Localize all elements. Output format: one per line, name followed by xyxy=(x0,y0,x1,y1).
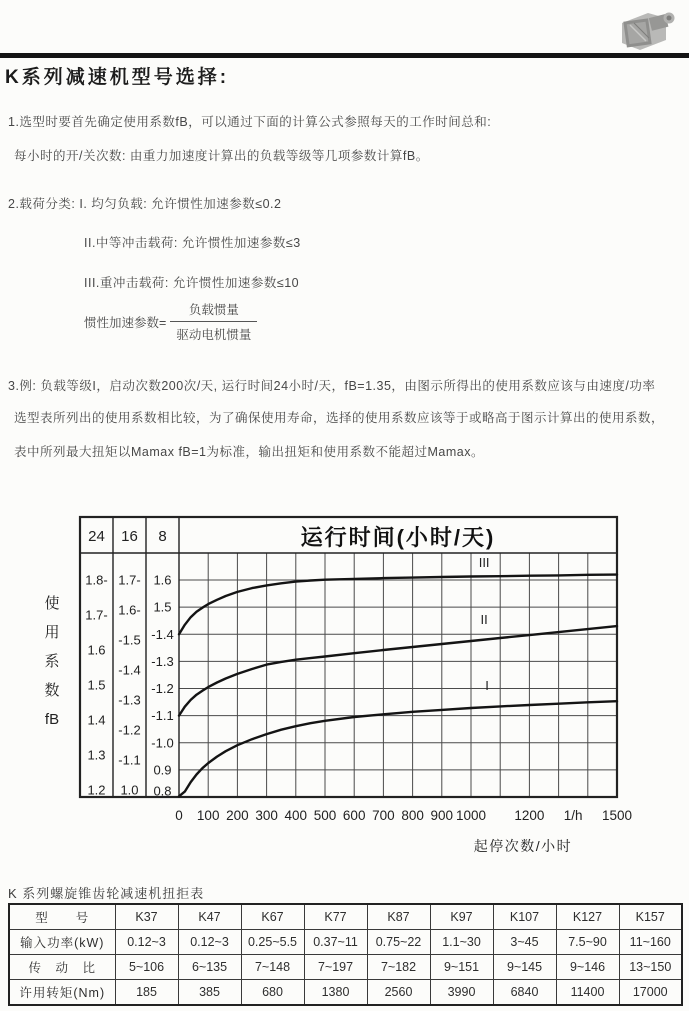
x-tick-label: 1200 xyxy=(514,808,545,823)
table-cell: 1.1~30 xyxy=(430,930,493,955)
table-header-cell: K107 xyxy=(493,904,556,930)
table-cell: 7~148 xyxy=(241,955,304,980)
y-scale-label: -1.2 xyxy=(118,722,141,738)
formula-label: 惯性加速参数= xyxy=(84,315,167,330)
curve-III xyxy=(179,575,617,635)
y-scale-label: 1.0 xyxy=(120,782,139,798)
torque-table xyxy=(8,903,683,1006)
table-cell: 7~197 xyxy=(304,955,367,980)
table-cell: 传 动 比 xyxy=(9,955,115,980)
formula-numerator: 负载惯量 xyxy=(188,303,239,317)
table-cell: 9~145 xyxy=(493,955,556,980)
y-scale-label: 1.3 xyxy=(87,747,106,763)
hours-column-header: 8 xyxy=(158,528,167,545)
y-scale-label: 1.5 xyxy=(87,677,106,693)
para-step1-line1: 1.选型时要首先确定使用系数fB，可以通过下面的计算公式参照每天的工作时间总和: xyxy=(8,115,492,129)
inertia-formula xyxy=(84,300,257,343)
page-title: K系列减速机型号选择: xyxy=(5,67,230,88)
y-scale-label: -1.4 xyxy=(151,626,174,642)
table-header-cell: K47 xyxy=(178,904,241,930)
para-step1-line2: 每小时的开/关次数: 由重力加速度计算出的负载等级等几项参数计算fB。 xyxy=(14,149,429,163)
y-axis-label-char: 系 xyxy=(44,653,60,670)
y-scale-label: 1.6 xyxy=(153,572,172,588)
table-cell: 185 xyxy=(115,980,178,1006)
x-tick-label: 100 xyxy=(196,808,220,823)
table-cell: 11400 xyxy=(556,980,619,1006)
x-tick-label: 700 xyxy=(372,808,395,823)
hours-column-header: 16 xyxy=(121,528,138,545)
table-cell: 11~160 xyxy=(619,930,682,955)
y-scale-label: -1.1 xyxy=(118,752,141,768)
table-cell: 0.75~22 xyxy=(367,930,430,955)
x-tick-label: 1500 xyxy=(601,808,633,823)
chart-frame xyxy=(80,517,617,797)
y-scale-label: 1.7- xyxy=(85,607,108,623)
table-header-cell: K87 xyxy=(367,904,430,930)
y-scale-label: 1.8- xyxy=(85,572,108,588)
x-tick-label: 600 xyxy=(342,808,366,823)
y-scale-label: -1.0 xyxy=(151,735,174,751)
table-cell: 5~106 xyxy=(115,955,178,980)
x-tick-label: 800 xyxy=(401,808,424,823)
y-scale-label: -1.2 xyxy=(151,681,174,696)
table-cell: 7.5~90 xyxy=(556,930,619,955)
table-cell: 2560 xyxy=(367,980,430,1006)
y-scale-label: 0.8 xyxy=(153,783,172,799)
table-cell: 7~182 xyxy=(367,955,430,980)
torque-table-title: K 系列螺旋锥齿轮减速机扭拒表 xyxy=(8,886,205,901)
para-example-line3: 表中所列最大扭矩以Mamax fB=1为标准，输出扭矩和使用系数不能超过Mamax。 xyxy=(14,445,484,459)
para-load-class-3: III.重冲击载荷: 允许惯性加速参数≤10 xyxy=(84,276,300,290)
x-tick-label: 200 xyxy=(226,808,249,823)
hours-column-header: 24 xyxy=(88,528,105,545)
x-tick-label: 1/h xyxy=(563,808,583,823)
table-header-cell: K67 xyxy=(241,904,304,930)
table-cell: 3990 xyxy=(430,980,493,1006)
table-cell: 385 xyxy=(178,980,241,1006)
y-axis-label-char: fB xyxy=(44,711,60,728)
para-load-class-1: 2.载荷分类: I. 均匀负载: 允许惯性加速参数≤0.2 xyxy=(8,197,282,211)
x-tick-label: 0 xyxy=(175,808,183,823)
table-cell: 0.25~5.5 xyxy=(241,930,304,955)
table-cell: 680 xyxy=(241,980,304,1006)
x-tick-label: 400 xyxy=(284,808,308,823)
table-cell: 6~135 xyxy=(178,955,241,980)
y-scale-label: 1.6- xyxy=(118,602,141,618)
table-header-cell: K157 xyxy=(619,904,682,930)
table-header-row xyxy=(9,904,682,930)
x-axis-caption: 起停次数/小时 xyxy=(473,838,573,854)
y-scale-label: 1.4 xyxy=(87,712,106,728)
y-scale-label: 1.7- xyxy=(118,572,141,588)
table-header-cell: K37 xyxy=(115,904,178,930)
y-scale-label: 1.6 xyxy=(87,642,106,658)
y-scale-label: 1.5 xyxy=(153,599,172,615)
x-tick-label: 300 xyxy=(255,808,278,823)
table-row xyxy=(9,980,682,1006)
gear-reducer-image xyxy=(622,13,675,51)
table-cell: 3~45 xyxy=(493,930,556,955)
curve-I xyxy=(179,701,617,796)
table-cell: 13~150 xyxy=(619,955,682,980)
top-rule xyxy=(0,53,689,58)
y-scale-label: 1.2 xyxy=(87,782,106,798)
para-example-line2: 选型表所列出的使用系数相比较，为了确保使用寿命，选择的使用系数应该等于或略高于图示计算出的使用系数， xyxy=(14,411,665,425)
table-header-cell: K127 xyxy=(556,904,619,930)
table-row xyxy=(9,930,682,955)
formula-denominator: 驱动电机惯量 xyxy=(170,321,257,343)
chart-title: 运行时间(小时/天) xyxy=(300,525,496,550)
para-load-class-2: II.中等冲击载荷: 允许惯性加速参数≤3 xyxy=(84,236,301,250)
table-header-cell: K77 xyxy=(304,904,367,930)
curve-II xyxy=(179,626,617,716)
y-axis-label-char: 使 xyxy=(44,595,60,612)
table-cell: 9~151 xyxy=(430,955,493,980)
y-scale-label: -1.1 xyxy=(151,708,174,724)
x-tick-label: 900 xyxy=(430,808,454,823)
curve-label-III: III xyxy=(478,554,490,570)
y-scale-label: -1.4 xyxy=(118,662,141,678)
x-tick-label: 500 xyxy=(313,808,337,823)
table-cell: 6840 xyxy=(493,980,556,1006)
y-axis-label-char: 用 xyxy=(44,624,60,641)
table-cell: 许用转矩(Nm) xyxy=(9,980,115,1006)
table-cell: 1380 xyxy=(304,980,367,1006)
curve-label-II: II xyxy=(480,611,488,627)
table-header-cell: 型 号 xyxy=(9,904,115,930)
table-cell: 17000 xyxy=(619,980,682,1006)
curve-label-I: I xyxy=(485,677,489,693)
table-cell: 9~146 xyxy=(556,955,619,980)
table-row xyxy=(9,955,682,980)
y-scale-label: -1.5 xyxy=(118,632,141,648)
y-scale-label: -1.3 xyxy=(118,692,141,708)
y-scale-label: 0.9 xyxy=(153,762,172,778)
table-cell: 0.12~3 xyxy=(115,930,178,955)
formula-fraction xyxy=(170,300,257,343)
table-cell: 0.12~3 xyxy=(178,930,241,955)
para-example-line1: 3.例: 负载等级I，启动次数200次/天, 运行时间24小时/天，fB=1.35，由图示所得出的使用系数应该与由速度/功率 xyxy=(8,379,656,393)
table-cell: 输入功率(kW) xyxy=(9,930,115,955)
y-scale-label: -1.3 xyxy=(151,653,174,669)
y-axis-label-char: 数 xyxy=(44,682,60,699)
product-photo xyxy=(606,3,686,55)
table-header-cell: K97 xyxy=(430,904,493,930)
table-cell: 0.37~11 xyxy=(304,930,367,955)
x-tick-label: 1000 xyxy=(455,808,487,823)
